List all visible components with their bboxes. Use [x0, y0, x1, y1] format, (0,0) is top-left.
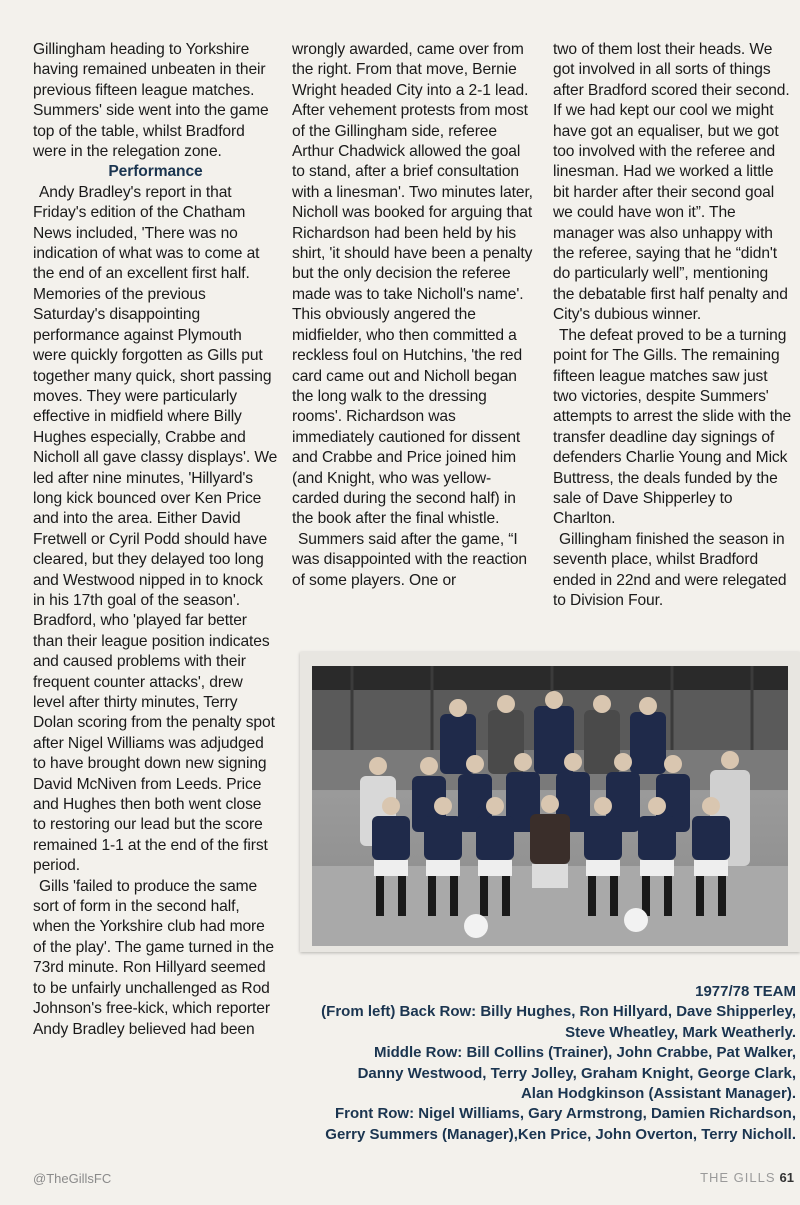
magazine-name: THE GILLS [700, 1170, 776, 1185]
paragraph: two of them lost their heads. We got involved in all sorts of things after Bradford scored their second. If we had kept our cool we might have got an equaliser, but we got too involved with the referee and linesman. Had we worked a little bit harder after their second goal we could have won it”. The manager was also unhappy with the referee, saying that he “didn't do particularly well”, mentioning the debatable first half penalty and City's dubious winner. [553, 41, 790, 324]
caption-line: Steve Wheatley, Mark Weatherly. [565, 1023, 796, 1041]
caption-line: Front Row: Nigel Williams, Gary Armstrong, Damien Richardson, [334, 1105, 796, 1123]
photo-caption [276, 982, 796, 1145]
team-photo-illustration [312, 666, 788, 946]
caption-line: Alan Hodgkinson (Assistant Manager). [520, 1085, 796, 1103]
page-number: 61 [779, 1170, 794, 1185]
paragraph: Summers said after the game, “I was disappointed with the reaction of some players. One or [292, 530, 527, 589]
paragraph: The defeat proved to be a turning point for The Gills. The remaining fifteen league matches saw just two victories, despite Summers' attempts to arrest the slide with the transfer deadline day signings of defenders Charlie Young and Mick Buttress, the deals funded by the sale of Dave Shipperley to Charlton. [553, 326, 792, 528]
caption-line: (From left) Back Row: Billy Hughes, Ron Hillyard, Dave Shipperley, [321, 1003, 796, 1021]
caption-line: Danny Westwood, Terry Jolley, Graham Knight, George Clark, [357, 1064, 796, 1082]
section-heading: Performance [108, 163, 203, 181]
article-column-1 [33, 40, 278, 1040]
article-column-2 [292, 40, 537, 591]
paragraph: wrongly awarded, came over from the right. From that move, Bernie Wright headed City into a 2-1 lead. After vehement protests from most of the Gillingham side, referee Arthur Chadwick allowed the goal to stand, after a brief consultation with a linesman'. Two minutes later, Nicholl was booked for arguing that Richardson had been held by his shirt, 'it should have been a penalty but the only decision the referee made was to take Nicholl's name'. This obviously angered the midfielder, who then committed a reckless foul on Hutchins, 'the red card came out and Nicholl began the long walk to the dressing rooms'. Richardson was immediately cautioned for dissent and Crabbe and Price joined him (and Knight, who was yellow-carded during the second half) in the book after the final whistle. [292, 41, 533, 528]
page-footer [700, 1170, 794, 1185]
paragraph: Gillingham heading to Yorkshire having remained unbeaten in their previous fifteen league matches. Summers' side went into the game top of the table, whilst Bradford were in the relegation zone. [33, 41, 269, 161]
article-column-3 [553, 40, 793, 611]
caption-line: 1977/78 TEAM [695, 983, 796, 1000]
caption-line: Middle Row: Bill Collins (Trainer), John Crabbe, Pat Walker, [373, 1044, 796, 1062]
paragraph: Gillingham finished the season in seventh place, whilst Bradford ended in 22nd and were relegated to Division Four. [553, 530, 787, 609]
paragraph: Gills 'failed to produce the same sort of form in the second half, when the Yorkshire club had more of the play'. The game turned in the 73rd minute. Ron Hillyard seemed to be unfairly unchallenged as Rod Johnson's free-kick, which reporter Andy Bradley believed had been [33, 877, 274, 1038]
social-handle: @TheGillsFC [33, 1171, 112, 1186]
caption-line: Gerry Summers (Manager),Ken Price, John Overton, Terry Nicholl. [325, 1125, 796, 1143]
team-photo [312, 666, 788, 946]
team-photo-frame [300, 652, 800, 952]
paragraph: Andy Bradley's report in that Friday's edition of the Chatham News included, 'There was no indication of what was to come at the end of an excellent first half. Memories of the previous Saturday's disappointing performance against Plymouth were quickly forgotten as Gills put together many quick, short passing moves. They were particularly effective in midfield where Billy Hughes especially, Crabbe and Nicholl all gave classy displays'. We led after nine minutes, 'Hillyard's long kick bounced over Ken Price and into the area. Either David Fretwell or Cyril Podd should have cleared, but they delayed too long and Westwood nipped in to knock in his 17th goal of the season'. Bradford, who 'played far better than their league position indicates and caused problems with their frequent counter attacks', drew level after thirty minutes, Terry Dolan scoring from the penalty spot after Nigel Williams was adjudged to have brought down new signing David McNiven from Leeds. Price and Hughes then both went close to restoring our lead but the score remained 1-1 at the end of the first period. [33, 183, 278, 875]
